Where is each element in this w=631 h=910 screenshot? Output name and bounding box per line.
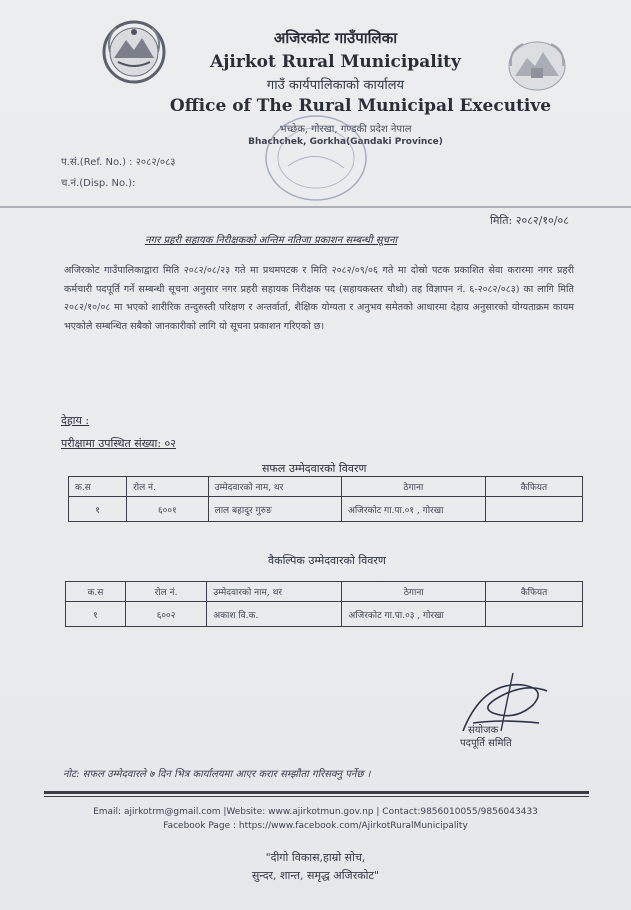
cell-remarks: [485, 497, 582, 522]
office-name-en: Office of The Rural Municipal Executive: [169, 96, 552, 116]
notice-note: नोट: सफल उम्मेदवारले ७ दिन भित्र कार्यालयमा आएर करार सम्झौता गरिसक्नु पर्नेछ ।: [63, 769, 371, 780]
cell-remarks: [486, 602, 583, 627]
header-roll: रोल नं.: [125, 582, 206, 602]
cell-serial: १: [66, 602, 126, 627]
signatory-committee: पदपूर्ति समिति: [460, 738, 512, 749]
table-row: [66, 602, 583, 627]
footer-divider-thin: [44, 796, 589, 797]
header-roll: रोल नं.: [127, 477, 209, 497]
header-serial: क.स: [69, 477, 127, 497]
dehay-label: देहाय :: [61, 414, 90, 427]
footer-divider-thick: [44, 791, 589, 794]
slogan-line-1: "दीगो विकास,हाम्रो सोच,: [265, 851, 366, 864]
table-header-row: [69, 477, 583, 497]
header-name: उम्मेदवारको नाम, थर: [208, 477, 341, 497]
success-table-caption: सफल उम्मेदवारको विवरण: [262, 462, 367, 475]
header-address: ठेगाना: [341, 477, 485, 497]
cell-roll: ६००२: [125, 602, 206, 627]
header-remarks: कैफियत: [485, 477, 582, 497]
notice-body: अजिरकोट गाउँपालिकाद्वारा मिति २०८२/०८/२३ गते मा प्रथमपटक र मिति २०८२/०९/०६ गते मा दोस्रो पटक प्रकाशित सेवा करारमा नगर प्रहरी कर्मचारी पदपूर्ति गर्ने सम्बन्धी सूचना अनुसार नगर प्रहरी सहायक निरीक्षक पद (सहायकस्तर चौथो) तह विज्ञापन नं. ६-२०८२/०८३) का लागि मिति २०८२/१०/०८ मा भएको शारीरिक तन्दुरुस्ती परिक्षण र अन्तर्वार्ता, शैक्षिक योग्यता र अनुभव समेतको आधारमा देहाय अनुसारको योग्यताक्रम कायम भएकोले सम्बन्धित सबैको जानकारीको लागि यो सूचना प्रकाशन गरिएको छ।: [64, 265, 574, 332]
footer-contact: Email: ajirkotrm@gmail.com |Website: www.ajirkotmun.gov.np | Contact:9856010055/9856043433: [93, 807, 538, 817]
office-stamp: [258, 106, 374, 210]
header-remarks: कैफियत: [486, 582, 583, 602]
cell-name: अकाश वि.क.: [207, 602, 342, 627]
alternate-table-caption: वैकल्पिक उम्मेदवारको विवरण: [268, 554, 386, 567]
municipality-name-en: Ajirkot Rural Municipality: [210, 52, 461, 72]
footer-facebook: Facebook Page : https://www.facebook.com/AjirkotRuralMunicipality: [163, 821, 468, 831]
present-count: परीक्षामा उपस्थित संख्या: ०२: [61, 437, 176, 450]
header-divider: [0, 206, 631, 208]
signatory-title: संयोजक: [468, 725, 499, 736]
cell-serial: १: [69, 497, 127, 522]
address-np: भच्छेक, गोरखा, गण्डकी प्रदेश नेपाल: [279, 124, 412, 135]
cell-name: लाल बहादुर गुरुङ: [208, 497, 341, 522]
slogan-line-2: सुन्दर, शान्त, समृद्ध अजिरकोट": [251, 869, 380, 882]
header-address: ठेगाना: [342, 582, 486, 602]
notice-date: मिति: २०८२/१०/०८: [490, 214, 569, 227]
notice-subject: नगर प्रहरी सहायक निरीक्षकको अन्तिम नतिजा प्रकाशन सम्बन्धी सूचना: [145, 235, 398, 246]
address-en: Bhachchek, Gorkha(Gandaki Province): [248, 137, 443, 147]
dispatch-number: च.नं.(Disp. No.):: [61, 178, 136, 189]
success-candidate-table: [68, 476, 583, 522]
cell-roll: ६००१: [127, 497, 209, 522]
cell-address: अजिरकोट गा.पा.०३ , गोरखा: [342, 602, 486, 627]
header-serial: क.स: [66, 582, 126, 602]
table-row: [69, 497, 583, 522]
reference-number: प.सं.(Ref. No.) : २०८२/०८३: [61, 157, 176, 168]
cell-address: अजिरकोट गा.पा.०१ , गोरखा: [341, 497, 485, 522]
header-name: उम्मेदवारको नाम, थर: [207, 582, 342, 602]
table-header-row: [66, 582, 583, 602]
alternate-candidate-table: [65, 581, 583, 627]
office-name-np: गाउँ कार्यपालिकाको कार्यालय: [266, 78, 405, 93]
municipality-name-np: अजिरकोट गाउँपालिका: [273, 29, 398, 47]
